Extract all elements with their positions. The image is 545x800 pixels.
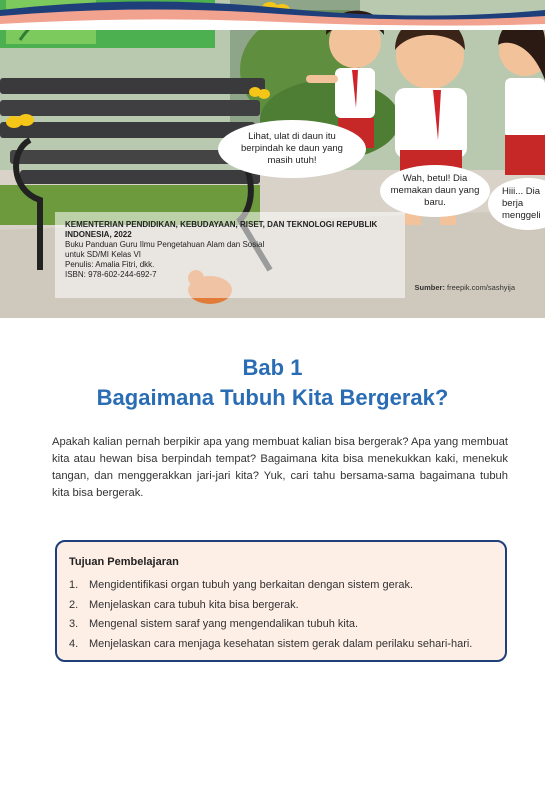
list-number: 2.	[69, 598, 79, 611]
source-value: freepik.com/sashyija	[447, 283, 515, 292]
learning-objectives-box	[55, 540, 507, 662]
list-item	[69, 615, 491, 635]
list-text: Mengidentifikasi organ tubuh yang berkaitan dengan sistem gerak.	[89, 579, 414, 591]
student-girl-right	[498, 18, 545, 175]
image-source-credit	[415, 283, 515, 292]
list-number: 4.	[69, 637, 79, 650]
list-number: 1.	[69, 579, 79, 591]
speech-bubble-left: Lihat, ulat di daun itu berpindah ke daun yang masih utuh!	[218, 120, 366, 178]
speech-bubble-middle: Wah, betul! Dia memakan daun yang baru.	[380, 165, 490, 217]
objectives-title: Tujuan Pembelajaran	[69, 556, 179, 568]
list-item	[69, 635, 491, 655]
list-text: Menjelaskan cara tubuh kita bisa bergerak.	[89, 598, 299, 611]
objectives-list	[69, 576, 491, 654]
list-item	[69, 596, 491, 616]
imprint-isbn: ISBN: 978-602-244-692-7	[65, 270, 157, 279]
intro-paragraph: Apakah kalian pernah berpikir apa yang membuat kalian bisa bergerak? Apa yang membuat kita atau hewan bisa berpindah tempat? Bagaimana kita bisa menekukkan kaki, menekuk tangan, dan menggerakkan jari-jari kita? Yuk, cari tahu bersama-sama bagaimana tubuh kita bisa bergerak.	[52, 436, 508, 499]
publication-imprint	[55, 212, 405, 298]
imprint-publisher: KEMENTERIAN PENDIDIKAN, KEBUDAYAAN, RISET, DAN TEKNOLOGI REPUBLIK INDONESIA, 2022	[65, 220, 378, 239]
imprint-author: Penulis: Amalia Fitri, dkk.	[65, 260, 155, 269]
decorative-wave	[0, 0, 545, 30]
imprint-level: untuk SD/MI Kelas VI	[65, 250, 142, 259]
source-label: Sumber:	[414, 283, 445, 292]
list-text: Mengenal sistem saraf yang mengendalikan tubuh kita.	[89, 618, 359, 630]
chapter-number: Bab 1	[242, 355, 303, 380]
speech-bubble-right: Hiii... Dia berja menggeli	[488, 178, 545, 230]
list-number: 3.	[69, 618, 79, 630]
imprint-book-title: Buku Panduan Guru Ilmu Pengetahuan Alam dan Sosial	[65, 240, 265, 249]
list-item	[69, 576, 491, 596]
chapter-title: Bagaimana Tubuh Kita Bergerak?	[96, 385, 449, 410]
cover-illustration	[0, 0, 545, 318]
list-text: Menjelaskan cara menjaga kesehatan sistem gerak dalam perilaku sehari-hari.	[89, 637, 473, 650]
